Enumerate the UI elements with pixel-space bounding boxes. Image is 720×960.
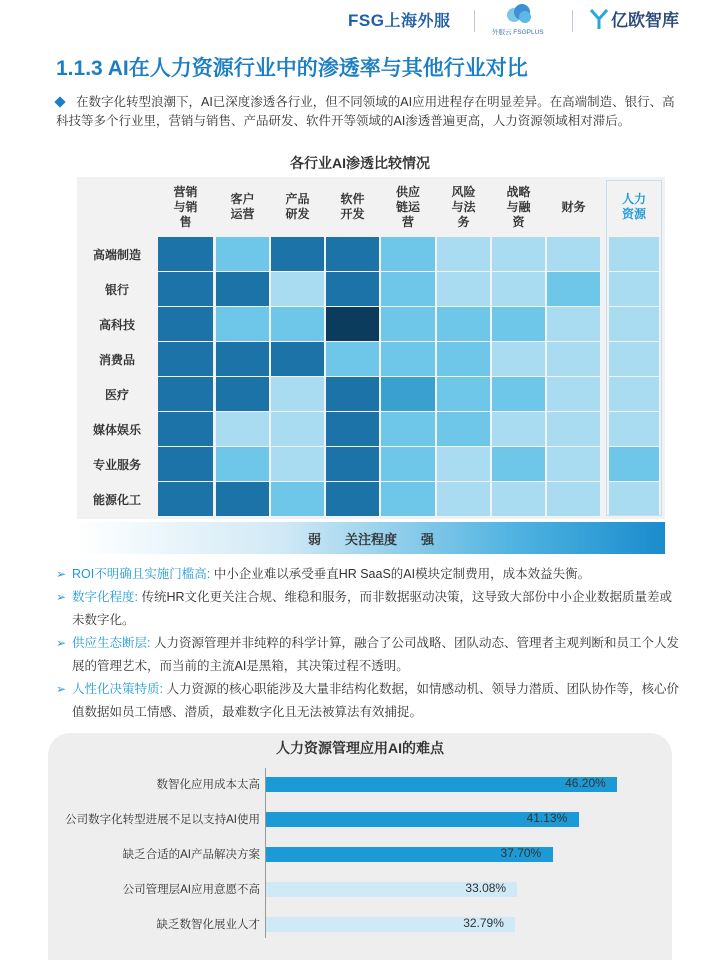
yiou-mark-icon [590,8,608,30]
heatmap-cell [381,342,435,376]
heatmap-cell [547,342,600,376]
heatmap-column-label: 客户 运营 [230,192,255,221]
heatmap-cell [547,307,600,341]
heatmap-cell [492,307,545,341]
heatmap-cell [437,307,490,341]
heatmap-cell [437,377,490,411]
bar-chart-title: 人力资源管理应用AI的难点 [276,740,444,756]
fsg-logo [348,8,450,31]
heatmap-cell [158,342,213,376]
heatmap-column-label: 软件 开发 [340,192,365,221]
heatmap-row-label: 专业服务 [80,447,154,481]
heatmap-cell [609,237,659,271]
heatmap-column-header [492,180,545,234]
heatmap-cell [326,272,379,306]
heatmap-cell [381,272,435,306]
fsgplus-logo [492,3,552,37]
bar-value-label: 41.13% [526,811,568,825]
arrow-bullet-icon: ➢ [56,636,67,650]
bullet-item [56,678,680,724]
heatmap-column-header [271,180,324,234]
heatmap-row-label: 媒体娱乐 [80,412,154,446]
fsgplus-logo-text: 外服云 FSGPLUS [492,29,544,36]
heatmap-cell [271,412,324,446]
heatmap-title: 各行业AI渗透比较情况 [290,155,430,171]
heatmap-cell [381,307,435,341]
heatmap-column-header [158,180,213,234]
intro-paragraph [56,93,680,131]
bullet-body: 传统HR文化更关注合规、维稳和服务，而非数据驱动决策，这导致大部份中小企业数据质量差或未数字化。 [72,590,673,627]
heatmap-cell [492,447,545,481]
heatmap-cell [547,482,600,516]
heatmap-cell [492,237,545,271]
heatmap-cell [271,342,324,376]
page-header [0,0,720,40]
heatmap-column-label: 供应 链运 营 [395,184,420,229]
heatmap-cell [158,237,213,271]
heatmap-cell [271,447,324,481]
heatmap-cell [216,447,269,481]
heatmap-column-header [326,180,379,234]
legend-mid: 关注程度 [344,531,397,547]
heatmap-column-header [216,180,269,234]
heatmap-cell [326,482,379,516]
bar-value-label: 33.08% [465,881,507,895]
heatmap-cell [271,377,324,411]
heatmap-cell [381,237,435,271]
heatmap-cell [381,412,435,446]
heatmap-cell [216,377,269,411]
heatmap-column-header [609,180,659,234]
bullet-heading: 人性化决策特质: [72,682,163,696]
bullet-body: 人力资源管理并非纯粹的科学计算，融合了公司战略、团队动态、管理者主观判断和员工个人发展的管理艺术，而当前的主流AI是黑箱，其决策过程不透明。 [72,636,679,673]
diamond-bullet-icon [54,96,65,107]
heatmap-column-header [547,180,600,234]
heatmap-cell [437,237,490,271]
heatmap-cell [547,237,600,271]
heatmap-column-header [437,180,490,234]
heatmap-row-label: 高端制造 [80,237,154,271]
logo-divider [572,10,573,32]
heatmap-cell [609,272,659,306]
heatmap-row-label: 消费品 [80,342,154,376]
heatmap-cell [492,482,545,516]
bullet-item [56,586,680,632]
heatmap-cell [216,237,269,271]
heatmap-cell [158,482,213,516]
yiou-logo-text: 亿欧智库 [611,11,679,30]
heatmap-cell [609,447,659,481]
heatmap-row-label: 医疗 [80,377,154,411]
heatmap-cell [271,237,324,271]
cloud-icon [506,3,532,25]
heatmap-cell [492,272,545,306]
heatmap-cell [381,377,435,411]
heatmap-column-label: 产品 研发 [285,192,310,221]
heatmap-row-label: 高科技 [80,307,154,341]
heatmap-column-label: 营销 与销 售 [173,184,198,229]
heatmap-cell [326,307,379,341]
heatmap-cell [547,272,600,306]
heatmap-cell [547,447,600,481]
arrow-bullet-icon: ➢ [56,567,67,581]
heatmap-cell [326,237,379,271]
fsg-logo-latin: FSG [348,11,385,30]
bar-category-label: 数智化应用成本太高 [156,779,260,791]
heatmap-cell [381,482,435,516]
heatmap-cell [437,412,490,446]
bullet-item [56,632,680,678]
logo-divider [474,10,475,32]
heatmap-cell [547,412,600,446]
heatmap-cell [271,272,324,306]
heatmap-cell [326,342,379,376]
heatmap-cell [158,272,213,306]
heatmap-cell [158,447,213,481]
heatmap-cell [437,447,490,481]
heatmap-cell [609,482,659,516]
heatmap-cell [492,412,545,446]
heatmap-cell [216,342,269,376]
heatmap-cell [381,447,435,481]
bullet-heading: 数字化程度: [72,590,138,604]
heatmap-row-label: 能源化工 [80,482,154,516]
bar-value-label: 32.79% [463,916,504,930]
yiou-logo [590,6,679,31]
bullet-heading: ROI不明确且实施门槛高: [72,567,211,581]
heatmap-column-label: 人力 资源 [621,192,646,221]
intro-text: 在数字化转型浪潮下，AI已深度渗透各行业，但不同领域的AI应用进程存在明显差异。在高端制造、银行、高科技等多个行业里，营销与销售、产品研发、软件开等领域的AI渗透普遍更高，人力资源领域相对滞后。 [56,95,675,128]
heatmap-cell [216,412,269,446]
heatmap-cell [326,412,379,446]
bullet-list [56,563,680,724]
heatmap-cell [492,342,545,376]
heatmap-cell [547,377,600,411]
bar-category-label: 公司数字化转型进展不足以支持AI使用 [65,814,260,826]
heatmap-column-header [381,180,435,234]
bar-value-label: 46.20% [565,776,606,790]
heatmap-column-label: 战略 与融 资 [506,184,531,229]
heatmap-cell [271,307,324,341]
heatmap-cell [158,307,213,341]
heatmap-row-label: 银行 [80,272,154,306]
heatmap-cell [216,307,269,341]
page-title: 1.1.3 AI在人力资源行业中的渗透率与其他行业对比 [56,57,528,80]
heatmap-cell [216,482,269,516]
bullet-body: 人力资源的核心职能涉及大量非结构化数据，如情感动机、领导力潜质、团队协作等，核心价值数据如员工情感、潜质，最难数字化且无法被算法有效捕捉。 [72,682,679,719]
heatmap-column-label: 风险 与法 务 [451,184,476,229]
heatmap-legend [77,522,665,554]
fsg-logo-cn: 上海外服 [384,13,451,30]
heatmap-cell [158,412,213,446]
heatmap-cell [158,377,213,411]
heatmap-cell [609,412,659,446]
heatmap-cell [271,482,324,516]
arrow-bullet-icon: ➢ [56,590,67,604]
heatmap-cell [437,342,490,376]
bar-category-label: 缺乏合适的AI产品解决方案 [122,849,260,861]
heatmap-cell [609,342,659,376]
bullet-body: 中小企业难以承受垂直HR SaaS的AI模块定制费用，成本效益失衡。 [213,567,591,581]
heatmap-cell [216,272,269,306]
heatmap-cell [492,377,545,411]
arrow-bullet-icon: ➢ [56,682,67,696]
heatmap-cell [326,447,379,481]
bar-value-label: 37.70% [500,846,542,860]
heatmap-cell [326,377,379,411]
bullet-item [56,563,680,586]
legend-high: 强 [421,531,435,547]
heatmap-column-label: 财务 [561,199,586,214]
heatmap-cell [437,272,490,306]
heatmap-cell [609,377,659,411]
bar-category-label: 缺乏数智化展业人才 [156,919,260,931]
heatmap-cell [437,482,490,516]
bullet-heading: 供应生态断层: [72,636,151,650]
bar-category-label: 公司管理层AI应用意愿不高 [122,884,260,896]
heatmap-cell [609,307,659,341]
legend-low: 弱 [307,531,321,547]
